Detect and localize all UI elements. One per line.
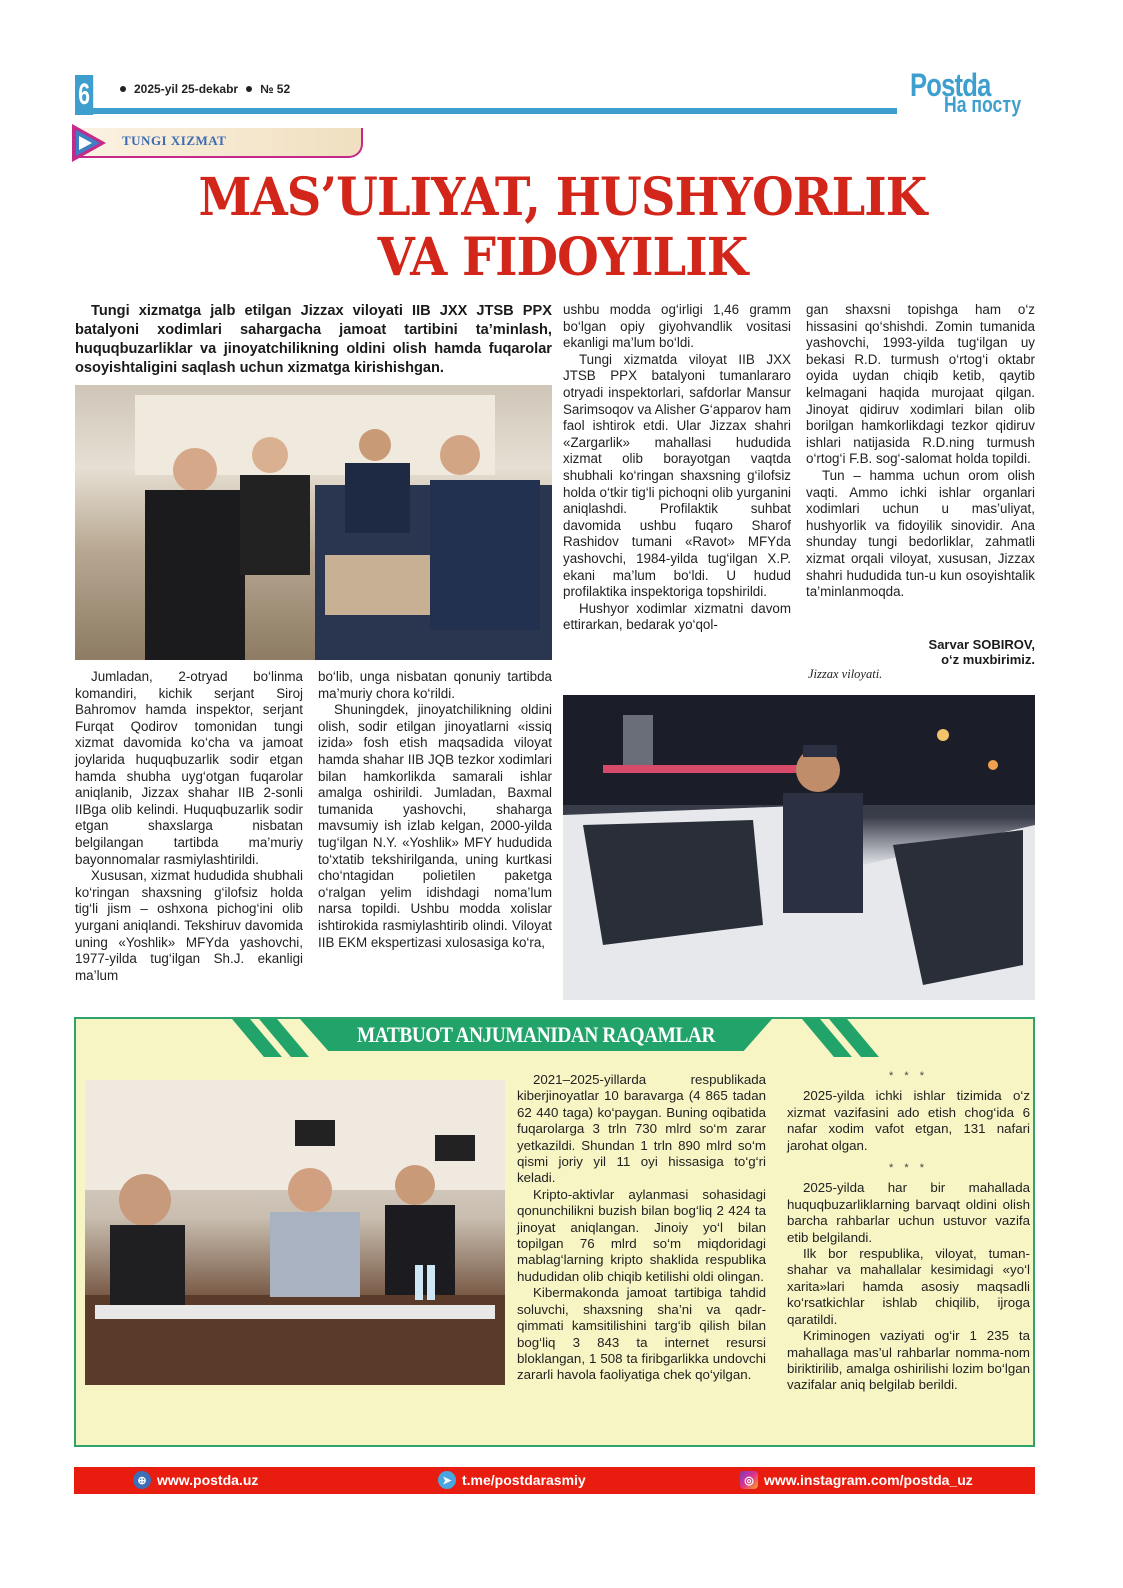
logo-postda: Postda	[910, 67, 991, 103]
article-paragraph: ushbu modda og‘irligi 1,46 gramm bo‘lgan opiy giyohvandlik vositasi ekanligi ma’lum bo‘ldi.	[563, 302, 791, 351]
box-title: MATBUOT ANJUMANIDAN RAQAMLAR	[356, 1022, 716, 1047]
lead-paragraph: Tungi xizmatga jalb etilgan Jizzax viloyati IIB JXX JTSB PPX batalyoni xodimlari sahargacha jamoat tartibini ta’minlash, huquqbuzarliklar va jinoyatchilikning oldini olish hamda fuqarolar osoyishtaligini saqlash uchun xizmatga kirishishgan.	[75, 303, 552, 376]
photo-press-conference	[85, 1080, 505, 1385]
photo-officers-at-table	[75, 385, 552, 660]
article-paragraph: Jumladan, 2-otryad bo‘linma komandiri, kichik serjant Siroj Bahromov hamda inspektor, serjant Furqat Qodirov tomonidan tungi xizmat davomida ko‘cha va jamoat joylarida huquqbuzarlik sodir etgan hamda shubha uyg‘otgan fuqarolar aniqlanib, Jizzax shahar IIB 2-sonli IIBga olib kelindi. Huquqbuzarlik sodir etgan shaxslarga nisbatan belgilangan tartibda ma’muriy bayonnomalar rasmiylashtirildi.	[75, 669, 303, 867]
footer-website-link[interactable]	[133, 1471, 258, 1489]
headline-line-1: MAS’ULIYAT, HUSHYORLIK	[198, 167, 927, 228]
article-paragraph: Tungi xizmatda viloyat IIB JXX JTSB PPX batalyoni tumanlararo otryadi inspektorlari, safdorlar Mansur Sarimsoqov va Alisher G‘apparov ham faol ishtirok etdi. Ular Jizzax shahri «Zargarlik» mahallasi hududida xizmat olib borayotgan vaqtda shubhali ko‘ringan shaxsning g‘ilofsiz holda o‘tkir tig‘li pichoqni olib yurganini aniqlashdi. Profilaktik suhbat davomida ushbu fuqaro Sharof Rashidov tumani «Ravot» MFYda yashovchi, 1984-yilda tug‘ilgan X.P. ekani ma’lum bo‘ldi. U hudud profilaktika inspektoriga topshirildi.	[563, 351, 791, 600]
separator-stars: * * *	[889, 1070, 928, 1082]
article-paragraph: gan shaxsni topishga ham o‘z hissasini qo‘shishdi. Zomin tumanida yashovchi, 1993-yilda tug‘ilgan uy bekasi R.D. turmush o‘rtog‘i oktabr oyida uydan chiqib ketib, qaytib kelmagani haqida murojaat qilgan. Jinoyat qidiruv xodimlari bilan olib borilgan hamkorlikdagi tezkor qidiruv ishlari natijasida R.D.ning turmush o‘rtog‘i F.B. sog‘-salomat holda topildi.	[806, 302, 1035, 467]
box-paragraph: Kibermakonda jamoat tartibiga tahdid soluvchi, shaxsning sha’ni va qadr-qimmati kamsitilishini targ‘ib qilish bilan bog‘liq 3 843 ta internet resursi bloklangan, 1 508 ta firibgarlikka undovchi zararli havola faoliyatiga chek qo‘yilgan.	[517, 1285, 766, 1383]
bullet-icon	[246, 86, 252, 92]
photo-illustration	[85, 1080, 505, 1385]
dateline-place: Jizzax viloyati.	[808, 667, 883, 681]
article-paragraph: Tun – hamma uchun orom olish vaqti. Ammo ichki ishlar organlari xodimlari uchun u mas’uliyat, hushyorlik va fidoyilik sinovidir. Ana shunday tungi bedorliklar, zahmatli xizmat orqali viloyat, xususan, Jizzax shahri hududida tun-u kun osoyishtalik ta’minlanmoqda.	[806, 467, 1035, 600]
author-byline	[895, 637, 1035, 667]
box-column-2	[787, 1062, 1030, 1394]
separator-stars: * * *	[889, 1162, 928, 1175]
article-paragraph: Hushyor xodimlar xizmatni davom ettirarkan, bedarak yo‘qol-	[563, 600, 791, 633]
issue-meta	[120, 82, 290, 96]
article-column-2	[318, 669, 552, 951]
telegram-icon: ➤	[438, 1471, 456, 1489]
rubric-label: TUNGI XIZMAT	[122, 133, 227, 148]
box-column-1	[517, 1072, 766, 1384]
article-paragraph: bo‘lib, unga nisbatan qonuniy tartibda ma’muriy chora ko‘rildi.	[318, 669, 552, 701]
footer-instagram-link[interactable]	[740, 1471, 973, 1489]
header-rule	[92, 108, 897, 114]
footer-telegram-link[interactable]	[438, 1471, 586, 1489]
footer-telegram[interactable]: t.me/postdarasmiy	[462, 1472, 586, 1488]
box-paragraph: 2025-yilda ichki ishlar tizimida o‘z xizmat vazifasini ado etish chog‘ida 6 nafar xodim vafot etgan, 131 nafari jarohat olgan.	[787, 1088, 1030, 1153]
headline-line-2: VA FIDOYILIK	[377, 227, 748, 288]
issue-number: № 52	[260, 82, 291, 96]
footer-website[interactable]: www.postda.uz	[157, 1472, 259, 1488]
box-paragraph: Kriminogen vaziyati og‘ir 1 235 ta mahallaga mas’ul rahbarlar nomma-nom biriktirilib, amalga oshirilishi lozim bo‘lgan vazifalar aniq belgilab berildi.	[787, 1328, 1030, 1393]
article-column-1	[75, 669, 303, 984]
logo-na-postu: На посту	[944, 92, 1022, 117]
page-number: 6	[75, 75, 93, 115]
article-paragraph: Xususan, xizmat hududida shubhali ko‘ringan shaxsning g‘ilofsiz holda tig‘li jism – oshxona pichog‘ini olib yurgani aniqlandi. Tekshiruv davomida uning «Yoshlik» MFYda yashovchi, 1977-yilda tug‘ilgan Sh.J. ekanligi ma’lum	[75, 868, 303, 983]
rubric-arrow-icon-center	[79, 136, 92, 150]
photo-illustration	[75, 385, 552, 660]
author-role: o‘z muxbirimiz.	[941, 652, 1035, 667]
box-paragraph: Kripto-aktivlar aylanmasi sohasidagi qonunchilikni buzish bilan bog‘liq 2 424 ta jinoyat aniqlangan. Jinoiy yo‘l bilan topilgan 76 mlrd so‘m miqdoridagi mablag‘larning kripto shaklida respublika hududidan olib chiqib ketilishi oldi olingan.	[517, 1186, 766, 1284]
article-column-3	[563, 302, 791, 634]
globe-icon: ⊕	[133, 1471, 151, 1489]
photo-illustration	[563, 695, 1035, 1000]
issue-date: 2025-yil 25-dekabr	[134, 82, 239, 96]
box-paragraph: 2025-yilda har bir mahallada huquqbuzarliklarning barvaqt oldini olish barcha rahbarlar uchun ustuvor vazifa etib belgilandi.	[787, 1180, 1030, 1245]
footer-instagram[interactable]: www.instagram.com/postda_uz	[764, 1472, 973, 1488]
instagram-icon: ◎	[740, 1471, 758, 1489]
box-paragraph: Ilk bor respublika, viloyat, tuman-shahar va mahallalar kesimidagi «yo‘l xarita»lari hamda asosiy maqsadli ko‘rsatkichlar ishlab chiqilib, ijroga qaratildi.	[787, 1246, 1030, 1327]
author-name: Sarvar SOBIROV,	[928, 637, 1035, 652]
box-paragraph: 2021–2025-yillarda respublikada kiberjinoyatlar 10 baravarga (4 865 tadan 62 440 taga) ko‘paygan. Buning oqibatida fuqarolarga 3 trln 730 mlrd so‘m zarar yetkazildi. Shundan 1 trln 890 mlrd so‘m qismi joriy yil 11 oyi hissasiga to‘g‘ri keladi.	[517, 1072, 766, 1186]
headline	[155, 168, 969, 288]
bullet-icon	[120, 86, 126, 92]
photo-officer-patrol-car	[563, 695, 1035, 1000]
article-column-4	[806, 302, 1035, 601]
article-paragraph: Shuningdek, jinoyatchilikning oldini olish, sodir etilgan jinoyatlarni «issiq izida» fosh etish maqsadida viloyat hamda shahar IIB JQB tezkor xodimlari bilan hamkorlikda samarali ishlar amalga oshirildi. Jumladan, Baxmal tumanida yashovchi, shaharga mavsumiy ish izlab kelgan, 2000-yilda tug‘ilgan N.Y. «Yoshlik» MFY hududida to‘xtatib tekshirilganda, uning kurtkasi cho‘ntagidan polietilen paketga o‘ralgan yelim idishdagi noma’lum narsa topildi. Ushbu modda xolislar ishtirokida rasmiylashtirib olindi. Viloyat IIB EKM ekspertizasi xulosasiga ko‘ra,	[318, 702, 552, 950]
